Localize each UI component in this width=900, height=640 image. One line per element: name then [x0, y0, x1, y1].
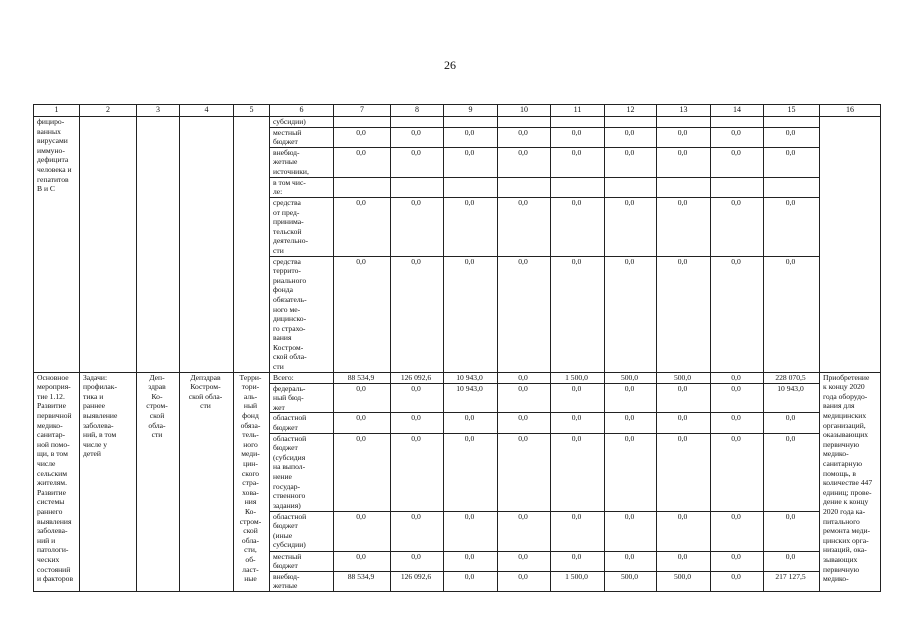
value-cell: 0,0: [334, 383, 391, 413]
value-cell: 0,0: [498, 256, 551, 372]
value-cell: [444, 117, 498, 128]
value-cell: [334, 117, 391, 128]
value-cell: 126 092,6: [391, 571, 444, 591]
column-number: 14: [711, 105, 764, 117]
column-number: 4: [180, 105, 234, 117]
value-cell: [657, 177, 711, 197]
value-cell: [711, 177, 764, 197]
column-number: 15: [764, 105, 820, 117]
column-number: 13: [657, 105, 711, 117]
value-cell: 0,0: [764, 197, 820, 256]
value-cell: 0,0: [711, 551, 764, 571]
value-cell: 0,0: [551, 256, 605, 372]
value-cell: 0,0: [334, 433, 391, 511]
value-cell: 0,0: [657, 127, 711, 147]
value-cell: [444, 177, 498, 197]
value-cell: 0,0: [764, 127, 820, 147]
column-number: 11: [551, 105, 605, 117]
value-cell: 126 092,6: [391, 372, 444, 383]
value-cell: [605, 117, 657, 128]
value-cell: 0,0: [498, 551, 551, 571]
executor-cell: [137, 117, 180, 373]
source-label: федераль- ный бюд- жет: [270, 383, 334, 413]
value-cell: [498, 177, 551, 197]
column-number: 16: [820, 105, 881, 117]
value-cell: 0,0: [657, 551, 711, 571]
value-cell: 500,0: [605, 571, 657, 591]
value-cell: 0,0: [391, 197, 444, 256]
value-cell: 0,0: [334, 511, 391, 551]
value-cell: 0,0: [764, 433, 820, 511]
coexecutor-cell: Депздрав Костром- ской обла- сти: [180, 372, 234, 591]
value-cell: 0,0: [764, 413, 820, 433]
value-cell: 0,0: [551, 127, 605, 147]
value-cell: 0,0: [444, 147, 498, 177]
source-label: внебюд- жетные: [270, 571, 334, 591]
table-row: [34, 117, 881, 128]
value-cell: 0,0: [444, 511, 498, 551]
value-cell: [764, 177, 820, 197]
value-cell: 0,0: [391, 433, 444, 511]
column-number: 1: [34, 105, 80, 117]
value-cell: [391, 177, 444, 197]
expected-results-cell: Приобретение к концу 2020 года оборудо- вания для медицинских организаций, оказывающих первичную медико- санитарную помощь, в количестве 447 единиц; прове- дение к концу 2020 года ка- питального ремонта меди- цинских орга- низаций, ока- зывающих первичную медико-: [820, 372, 881, 591]
value-cell: 0,0: [444, 571, 498, 591]
source-label: средства от пред- принима- тельской деятельно- сти: [270, 197, 334, 256]
value-cell: 0,0: [605, 433, 657, 511]
value-cell: [764, 117, 820, 128]
source-label: средства террито- риального фонда обязатель- ного ме- дицинско- го страхо- вания Костром- ской обла- сти: [270, 256, 334, 372]
value-cell: 0,0: [711, 147, 764, 177]
value-cell: 0,0: [551, 433, 605, 511]
source-label: внебюд- жетные источники,: [270, 147, 334, 177]
tasks-cell: Задачи: профилак- тика и раннее выявление заболева- ний, в том числе у детей: [80, 372, 137, 591]
value-cell: 0,0: [551, 147, 605, 177]
value-cell: 0,0: [764, 147, 820, 177]
value-cell: 88 534,9: [334, 571, 391, 591]
budget-table: [33, 104, 881, 592]
column-number: 5: [234, 105, 270, 117]
column-number: 8: [391, 105, 444, 117]
value-cell: 0,0: [391, 147, 444, 177]
source-label: областной бюджет (иные субсидии): [270, 511, 334, 551]
value-cell: 0,0: [551, 511, 605, 551]
value-cell: 0,0: [391, 256, 444, 372]
value-cell: 0,0: [711, 383, 764, 413]
value-cell: 0,0: [657, 197, 711, 256]
value-cell: 0,0: [605, 551, 657, 571]
value-cell: 0,0: [444, 551, 498, 571]
value-cell: [391, 117, 444, 128]
value-cell: 0,0: [444, 433, 498, 511]
value-cell: 0,0: [391, 127, 444, 147]
value-cell: 0,0: [391, 413, 444, 433]
value-cell: 0,0: [657, 147, 711, 177]
value-cell: 0,0: [605, 511, 657, 551]
value-cell: 0,0: [764, 256, 820, 372]
value-cell: 0,0: [605, 256, 657, 372]
value-cell: [657, 117, 711, 128]
value-cell: 0,0: [711, 256, 764, 372]
value-cell: 0,0: [711, 433, 764, 511]
top-block: [34, 117, 881, 373]
value-cell: 0,0: [334, 256, 391, 372]
value-cell: 0,0: [711, 511, 764, 551]
source-label: местный бюджет: [270, 551, 334, 571]
expected-results-cell: [820, 117, 881, 373]
value-cell: 10 943,0: [764, 383, 820, 413]
value-cell: 0,0: [605, 127, 657, 147]
value-cell: [334, 177, 391, 197]
value-cell: 0,0: [498, 413, 551, 433]
participant-cell: [234, 117, 270, 373]
value-cell: 0,0: [391, 383, 444, 413]
source-label: Всего:: [270, 372, 334, 383]
value-cell: 0,0: [334, 127, 391, 147]
source-label: субсидии): [270, 117, 334, 128]
value-cell: 500,0: [657, 571, 711, 591]
source-label: областной бюджет: [270, 413, 334, 433]
measure-name-cell: Основное мероприя- тие 1.12. Развитие первичной медико- санитар- ной помо- щи, в том числе сельским жителям. Развитие системы раннего выявления заболева- ний и патологи- ческих состояний и факторов: [34, 372, 80, 591]
value-cell: 0,0: [711, 413, 764, 433]
value-cell: 0,0: [498, 511, 551, 551]
participant-cell: Терри- тори- аль- ный фонд обяза- тель- ного меди- цин- ского стра- хова- ния Ко- стром- ской обла- сти, об- ласт- ные: [234, 372, 270, 591]
column-number: 7: [334, 105, 391, 117]
value-cell: 0,0: [657, 256, 711, 372]
value-cell: 0,0: [657, 383, 711, 413]
value-cell: 0,0: [444, 413, 498, 433]
value-cell: 500,0: [605, 372, 657, 383]
value-cell: 0,0: [444, 256, 498, 372]
column-number: 10: [498, 105, 551, 117]
value-cell: 0,0: [657, 511, 711, 551]
tasks-cell: [80, 117, 137, 373]
table-row: [34, 372, 881, 383]
value-cell: [498, 117, 551, 128]
value-cell: [551, 177, 605, 197]
column-number: 6: [270, 105, 334, 117]
value-cell: [551, 117, 605, 128]
value-cell: 0,0: [711, 372, 764, 383]
value-cell: 0,0: [551, 413, 605, 433]
value-cell: 0,0: [498, 433, 551, 511]
value-cell: 0,0: [551, 383, 605, 413]
value-cell: 217 127,5: [764, 571, 820, 591]
value-cell: 0,0: [498, 383, 551, 413]
value-cell: 1 500,0: [551, 372, 605, 383]
value-cell: 500,0: [657, 372, 711, 383]
value-cell: 0,0: [764, 511, 820, 551]
value-cell: 1 500,0: [551, 571, 605, 591]
value-cell: 0,0: [391, 511, 444, 551]
value-cell: 0,0: [605, 147, 657, 177]
column-number: 3: [137, 105, 180, 117]
value-cell: [605, 177, 657, 197]
value-cell: 0,0: [711, 197, 764, 256]
value-cell: 0,0: [711, 571, 764, 591]
value-cell: 0,0: [711, 127, 764, 147]
source-label: областной бюджет (субсидия на выпол- нение государ- ственного задания): [270, 433, 334, 511]
value-cell: 0,0: [391, 551, 444, 571]
value-cell: 0,0: [551, 551, 605, 571]
column-number: 2: [80, 105, 137, 117]
value-cell: 0,0: [605, 383, 657, 413]
value-cell: 0,0: [498, 372, 551, 383]
value-cell: 0,0: [498, 147, 551, 177]
value-cell: 0,0: [334, 197, 391, 256]
value-cell: 0,0: [657, 433, 711, 511]
value-cell: 228 070,5: [764, 372, 820, 383]
value-cell: 0,0: [334, 147, 391, 177]
value-cell: 0,0: [334, 551, 391, 571]
value-cell: 0,0: [657, 413, 711, 433]
column-number: 9: [444, 105, 498, 117]
value-cell: 0,0: [444, 197, 498, 256]
executor-cell: Деп- здрав Ко- стром- ской обла- сти: [137, 372, 180, 591]
measure-name-cell: фициро- ванных вирусами иммуно- дефицита человека и гепатитов В и С: [34, 117, 80, 373]
value-cell: 0,0: [551, 197, 605, 256]
page-number: 26: [444, 58, 456, 72]
value-cell: 0,0: [444, 127, 498, 147]
value-cell: 0,0: [498, 571, 551, 591]
column-number: 12: [605, 105, 657, 117]
value-cell: 88 534,9: [334, 372, 391, 383]
bottom-block: [34, 372, 881, 591]
value-cell: 0,0: [764, 551, 820, 571]
value-cell: 0,0: [605, 413, 657, 433]
value-cell: 0,0: [498, 197, 551, 256]
value-cell: 10 943,0: [444, 383, 498, 413]
value-cell: 0,0: [605, 197, 657, 256]
value-cell: 0,0: [334, 413, 391, 433]
value-cell: 0,0: [498, 127, 551, 147]
column-number-row: [34, 105, 881, 117]
value-cell: 10 943,0: [444, 372, 498, 383]
source-label: в том чис- ле:: [270, 177, 334, 197]
coexecutor-cell: [180, 117, 234, 373]
source-label: местный бюджет: [270, 127, 334, 147]
value-cell: [711, 117, 764, 128]
